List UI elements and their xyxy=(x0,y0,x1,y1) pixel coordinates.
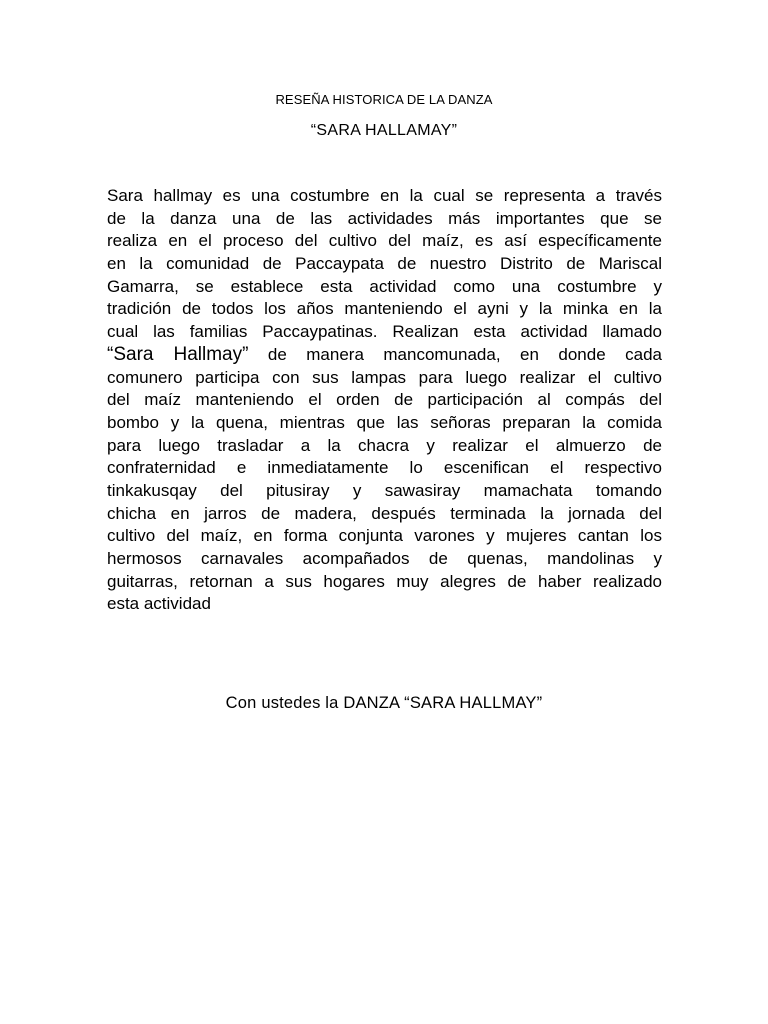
paragraph-line: realiza en el proceso del cultivo del maíz, es así específicamente xyxy=(107,231,662,251)
paragraph-line: Gamarra, se establece esta actividad como una costumbre y xyxy=(107,276,662,296)
paragraph-line-last: esta actividad xyxy=(107,594,211,614)
paragraph-line: chicha en jarros de madera, después terminada la jornada del xyxy=(107,503,662,523)
document-subtitle: “SARA HALLAMAY” xyxy=(310,122,458,139)
paragraph-line: en la comunidad de Paccaypata de nuestro Distrito de Mariscal xyxy=(107,254,662,274)
dance-name-emphasis: “Sara Hallmay” xyxy=(107,343,249,365)
paragraph-line-emphasis xyxy=(107,344,662,367)
paragraph-line: confraternidad e inmediatamente lo escenifican el respectivo xyxy=(107,458,662,478)
paragraph-line-continuation: de manera mancomunada, en donde cada xyxy=(248,344,662,364)
paragraph-line: Sara hallmay es una costumbre en la cual se representa a través xyxy=(107,186,662,205)
paragraph-line: de la danza una de las actividades más importantes que se xyxy=(107,208,662,228)
paragraph-line: hermosos carnavales acompañados de quenas, mandolinas y xyxy=(107,549,662,568)
paragraph-line: para luego trasladar a la chacra y realizar el almuerzo de xyxy=(107,435,662,455)
body-paragraph xyxy=(107,185,662,616)
document-heading: RESEÑA HISTORICA DE LA DANZA xyxy=(275,92,493,107)
paragraph-line: cultivo del maíz, en forma conjunta varones y mujeres cantan los xyxy=(107,526,662,546)
paragraph-line: del maíz manteniendo el orden de participación al compás del xyxy=(107,390,662,410)
paragraph-line: cual las familias Paccaypatinas. Realizan esta actividad llamado xyxy=(107,322,662,342)
closing-line: Con ustedes la DANZA “SARA HALLMAY” xyxy=(225,694,543,712)
paragraph-line: tradición de todos los años manteniendo el ayni y la minka en la xyxy=(107,299,662,319)
paragraph-line: tinkakusqay del pitusiray y sawasiray mamachata tomando xyxy=(107,480,662,500)
paragraph-line: bombo y la quena, mientras que las señoras preparan la comida xyxy=(107,412,662,432)
paragraph-line: comunero participa con sus lampas para luego realizar el cultivo xyxy=(107,367,662,387)
paragraph-line: guitarras, retornan a sus hogares muy alegres de haber realizado xyxy=(107,571,662,591)
